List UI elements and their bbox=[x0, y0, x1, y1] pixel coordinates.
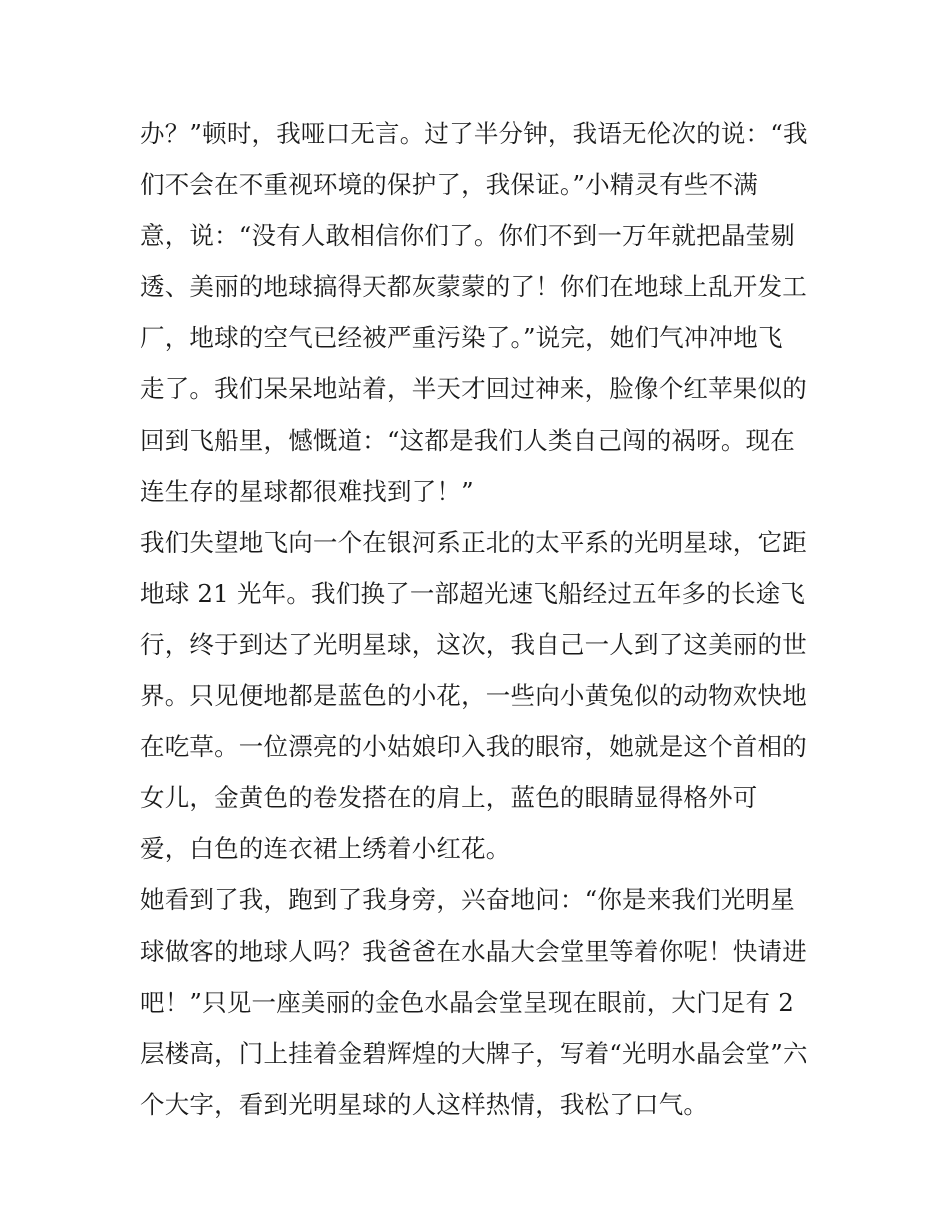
text-line: 连生存的星球都很难找到了！” bbox=[140, 476, 474, 506]
text-line: 球做客的地球人吗？我爸爸在水晶大会堂里等着你呢！快请进 bbox=[140, 936, 807, 966]
text-line: 她看到了我，跑到了我身旁，兴奋地问：“你是来我们光明星 bbox=[140, 885, 795, 915]
text-line: 回到飞船里，憾慨道：“这都是我们人类自己闯的祸呀。现在 bbox=[140, 425, 795, 455]
text-line: 界。只见便地都是蓝色的小花，一些向小黄兔似的动物欢快地 bbox=[140, 681, 807, 711]
text-line: 地球 21 光年。我们换了一部超光速飞船经过五年多的长途飞 bbox=[140, 578, 806, 608]
text-line: 女儿，金黄色的卷发搭在的肩上，蓝色的眼睛显得格外可 bbox=[140, 783, 758, 813]
text-line: 们不会在不重视环境的保护了，我保证。”小精灵有些不满 bbox=[140, 170, 758, 200]
text-body bbox=[140, 108, 820, 1130]
text-line: 爱，白色的连衣裙上绣着小红花。 bbox=[140, 834, 511, 864]
text-line: 办？”顿时，我哑口无言。过了半分钟，我语无伦次的说：“我 bbox=[140, 119, 808, 148]
text-line: 透、美丽的地球搞得天都灰蒙蒙的了！你们在地球上乱开发工 bbox=[140, 272, 807, 302]
text-line: 层楼高，门上挂着金碧辉煌的大牌子，写着“光明水晶会堂”六 bbox=[140, 1038, 808, 1068]
text-line: 走了。我们呆呆地站着，半天才回过神来，脸像个红苹果似的 bbox=[140, 374, 807, 404]
text-line: 行，终于到达了光明星球，这次，我自己一人到了这美丽的世 bbox=[140, 629, 807, 659]
text-line: 意，说：“没有人敢相信你们了。你们不到一万年就把晶莹剔 bbox=[140, 221, 795, 251]
text-line: 吧！”只见一座美丽的金色水晶会堂呈现在眼前，大门足有 2 bbox=[140, 987, 794, 1017]
text-line: 厂，地球的空气已经被严重污染了。”说完，她们气冲冲地飞 bbox=[140, 323, 783, 353]
text-line: 在吃草。一位漂亮的小姑娘印入我的眼帘，她就是这个首相的 bbox=[140, 732, 807, 762]
text-line: 我们失望地飞向一个在银河系正北的太平系的光明星球，它距 bbox=[140, 527, 807, 557]
text-line: 个大字，看到光明星球的人这样热情，我松了口气。 bbox=[140, 1089, 709, 1119]
